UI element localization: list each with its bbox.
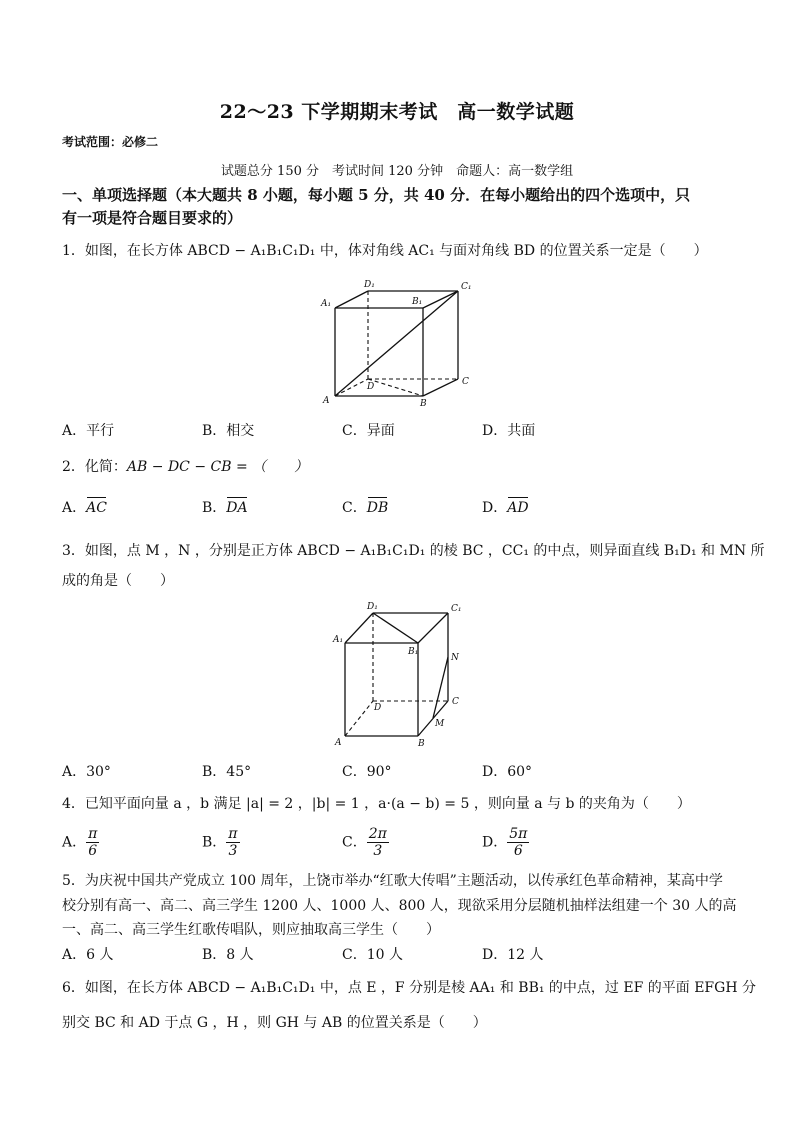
q4-option-a-denominator: 6	[88, 843, 98, 860]
q3-option-d[interactable]: D．60°	[482, 764, 533, 780]
q4-option-c[interactable]	[342, 826, 389, 859]
q2-option-d[interactable]	[482, 497, 529, 517]
q4-option-c-fraction	[367, 826, 389, 859]
q3-option-c[interactable]: C．90°	[342, 764, 392, 780]
q2-option-c-letter: C．	[342, 500, 367, 516]
question-4-text: 4．已知平面向量 a ，b 满足 |a| = 2 ，|b| = 1 ，a·(a − b) = 5 ，则向量 a 与 b 的夹角为（ ）	[62, 796, 691, 812]
question-5-text-line1: 5．为庆祝中国共产党成立 100 周年，上饶市举办“红歌大传唱”主题活动，以传承红色革命精神，某高中学	[62, 873, 723, 889]
q4-option-d-letter: D．	[482, 834, 508, 851]
q1-label-b: B	[420, 399, 427, 409]
q1-option-b[interactable]: B．相交	[202, 423, 255, 439]
q1-label-d1: D₁	[364, 280, 375, 290]
q2-expression: AB − DC − CB = （ ）	[126, 459, 309, 475]
q5-option-a[interactable]: A．6 人	[62, 947, 114, 963]
q2-prefix: 2．化简：	[62, 459, 127, 475]
exam-info: 试题总分 150 分 考试时间 120 分钟 命题人：高一数学组	[220, 164, 574, 179]
q4-option-b-fraction	[226, 826, 239, 859]
q4-option-a-fraction	[86, 826, 99, 859]
q3-label-a1: A₁	[333, 635, 344, 645]
q2-option-c[interactable]	[342, 497, 388, 517]
q3-label-n: N	[451, 653, 459, 663]
q3-label-c1: C₁	[451, 604, 462, 614]
q5-option-d[interactable]: D．12 人	[482, 947, 544, 963]
q2-option-d-letter: D．	[482, 500, 508, 516]
q4-option-a-letter: A．	[62, 834, 87, 851]
exam-scope: 考试范围：必修二	[62, 135, 159, 149]
q1-label-c: C	[462, 377, 469, 387]
q4-option-d[interactable]	[482, 826, 529, 859]
q4-option-c-letter: C．	[342, 834, 367, 851]
question-3-text-line1: 3．如图，点 M ，N ，分别是正方体 ABCD − A₁B₁C₁D₁ 的棱 BC ，CC₁ 的中点，则异面直线 B₁D₁ 和 MN 所	[62, 543, 765, 559]
q2-option-b-letter: B．	[202, 500, 227, 516]
q2-option-b-vector: DA	[226, 500, 248, 516]
q4-option-b[interactable]	[202, 826, 240, 859]
q2-option-b[interactable]	[202, 497, 248, 517]
q4-option-d-fraction	[507, 826, 529, 859]
q3-label-d: D	[374, 703, 382, 713]
q2-option-a-vector: AC	[86, 500, 107, 516]
q1-label-b1: B₁	[412, 297, 423, 307]
q4-option-b-letter: B．	[202, 834, 227, 851]
q4-option-b-numerator: π	[228, 826, 238, 842]
q3-label-b: B	[418, 739, 425, 748]
question-3-text-line2: 成的角是（ ）	[62, 573, 174, 589]
q4-option-d-denominator: 6	[513, 843, 523, 860]
question-5-text-line3: 一、高二、高三学生红歌传唱队，则应抽取高三学生（ ）	[62, 922, 440, 938]
q3-label-a: A	[335, 738, 342, 748]
q4-option-b-denominator: 3	[228, 843, 238, 860]
q3-figure-cube	[330, 598, 470, 748]
q3-option-b[interactable]: B．45°	[202, 764, 252, 780]
q1-cuboid-diagram	[318, 276, 478, 411]
q3-label-d1: D₁	[367, 602, 378, 612]
q1-label-a: A	[323, 396, 330, 406]
q2-option-a[interactable]	[62, 497, 107, 517]
question-6-text-line1: 6．如图，在长方体 ABCD − A₁B₁C₁D₁ 中，点 E ，F 分别是棱 AA₁ 和 BB₁ 的中点，过 EF 的平面 EFGH 分	[62, 980, 756, 996]
q3-label-c: C	[452, 697, 459, 707]
q3-option-a[interactable]: A．30°	[62, 764, 111, 780]
q1-label-d: D	[367, 382, 375, 392]
q3-label-m: M	[435, 719, 445, 729]
page-title: 22～23 下学期期末考试 高一数学试题	[219, 101, 575, 123]
q1-figure-cuboid	[318, 276, 478, 411]
q5-option-c[interactable]: C．10 人	[342, 947, 403, 963]
q4-option-a[interactable]	[62, 826, 99, 859]
q3-cube-diagram	[330, 598, 470, 748]
q5-option-b[interactable]: B．8 人	[202, 947, 254, 963]
q1-option-d[interactable]: D．共面	[482, 423, 536, 439]
q2-option-a-letter: A．	[62, 500, 87, 516]
question-1-text: 1．如图，在长方体 ABCD − A₁B₁C₁D₁ 中，体对角线 AC₁ 与面对角线 BD 的位置关系一定是（ ）	[62, 243, 708, 259]
q1-option-a[interactable]: A．平行	[62, 423, 115, 439]
q1-option-c[interactable]: C．异面	[342, 423, 395, 439]
section-heading-line2: 有一项是符合题目要求的）	[62, 209, 243, 227]
q4-option-c-numerator: 2π	[368, 826, 387, 842]
question-6-text-line2: 别交 BC 和 AD 于点 G ，H ，则 GH 与 AB 的位置关系是（ ）	[62, 1015, 487, 1031]
q3-label-b1: B₁	[408, 647, 419, 657]
section-heading-line1: 一、单项选择题（本大题共 8 小题，每小题 5 分，共 40 分．在每小题给出的四个选项中，只	[62, 186, 691, 204]
question-2-text	[62, 456, 308, 476]
q2-option-d-vector: AD	[507, 500, 529, 516]
q4-option-a-numerator: π	[88, 826, 98, 842]
q4-option-d-numerator: 5π	[509, 826, 528, 842]
q2-option-c-vector: DB	[366, 500, 389, 516]
q4-option-c-denominator: 3	[373, 843, 383, 860]
question-5-text-line2: 校分别有高一、高二、高三学生 1200 人、1000 人、800 人，现欲采用分层随机抽样法组建一个 30 人的高	[62, 898, 737, 914]
q1-label-c1: C₁	[461, 282, 472, 292]
q1-label-a1: A₁	[321, 299, 332, 309]
